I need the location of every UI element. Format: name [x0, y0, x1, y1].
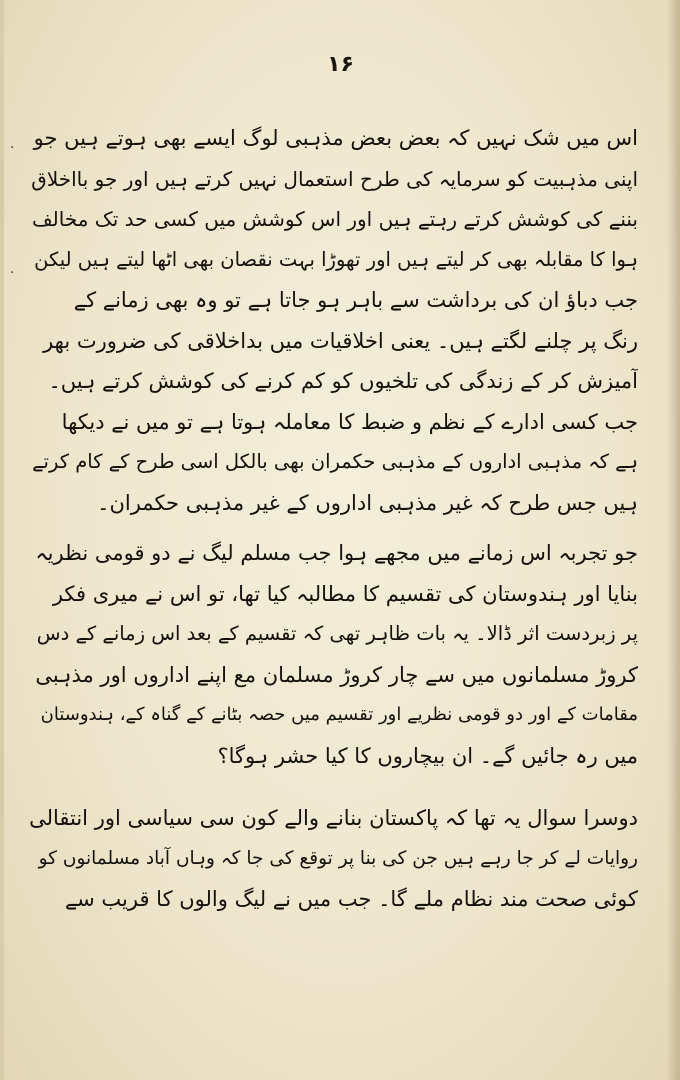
paragraph-1 [28, 118, 638, 402]
text-line: جو تجربہ اس زمانے میں مجھے ہوا جب مسلم لیگ نے دو قومی نظریہ [35, 541, 638, 565]
text-line: جب کسی ادارے کے نظم و ضبط کا معاملہ ہوتا ہے تو میں نے دیکھا [61, 409, 638, 434]
text-line: ہوا کا مقابلہ بھی کر لیتے ہیں اور تھوڑا بہت نقصان بھی اٹھا لیتے ہیں لیکن [34, 247, 638, 271]
text-line: ہیں جس طرح کہ غیر مذہبی اداروں کے غیر مذہبی حکمران۔ [97, 490, 638, 515]
text-line: کوئی صحت مند نظام ملے گا۔ جب میں نے لیگ والوں کا قریب سے [64, 887, 638, 911]
paragraph-3 [28, 533, 638, 776]
margin-tick-mark: · [10, 265, 15, 281]
text-line: اپنی مذہبیت کو سرمایہ کی طرح استعمال نہیں کرتے ہیں اور جو بااخلاق [31, 166, 638, 191]
text-line: رنگ پر چلنے لگتے ہیں۔ یعنی اخلاقیات میں بداخلاقی کی ضرورت بھر [43, 328, 638, 353]
paragraph-4 [28, 798, 638, 920]
text-line: کروڑ مسلمانوں میں سے چار کروڑ مسلمان مع اپنے اداروں اور مذہبی [35, 662, 638, 687]
paragraph-2 [28, 402, 638, 524]
text-line: ہے کہ مذہبی اداروں کے مذہبی حکمران بھی بالکل اسی طرح کے کام کرتے [32, 450, 638, 473]
handwritten-body-text [28, 118, 638, 920]
margin-tick-mark: · [10, 140, 15, 156]
text-line: مقامات کے اور دو قومی نظریے اور تقسیم میں حصہ بٹانے کے گناہ کے، ہندوستان [40, 704, 638, 725]
page-edge-shadow [667, 0, 677, 1080]
text-line: دوسرا سوال یہ تھا کہ پاکستان بنانے والے کون سی سیاسی اور انتقالی [29, 806, 638, 830]
text-line: بنایا اور ہندوستان کی تقسیم کا مطالبہ کیا تھا، تو اس نے میری فکر [52, 581, 638, 606]
text-line: آمیزش کر کے زندگی کی تلخیوں کو کم کرنے کی کوشش کرتے ہیں۔ [48, 369, 638, 393]
text-line: روایات لے کر جا رہے ہیں جن کی بنا پر توقع کی جا کہ وہاں آباد مسلمانوں کو [38, 847, 638, 869]
page-number: ۱۶ [327, 52, 354, 77]
text-line: جب دباؤ ان کی برداشت سے باہر ہو جاتا ہے تو وہ بھی زمانے کے [73, 288, 638, 312]
text-line: میں رہ جائیں گے۔ ان بیچاروں کا کیا حشر ہوگا؟ [217, 743, 638, 768]
text-line: بننے کی کوشش کرتے رہتے ہیں اور اس کوشش میں کسی حد تک مخالف [31, 207, 638, 231]
text-line: پر زبردست اثر ڈالا۔ یہ بات ظاہر تھی کہ تقسیم کے بعد اس زمانے کے دس [36, 622, 638, 645]
text-line: اس میں شک نہیں کہ بعض بعض مذہبی لوگ ایسے بھی ہوتے ہیں جو [33, 126, 638, 150]
